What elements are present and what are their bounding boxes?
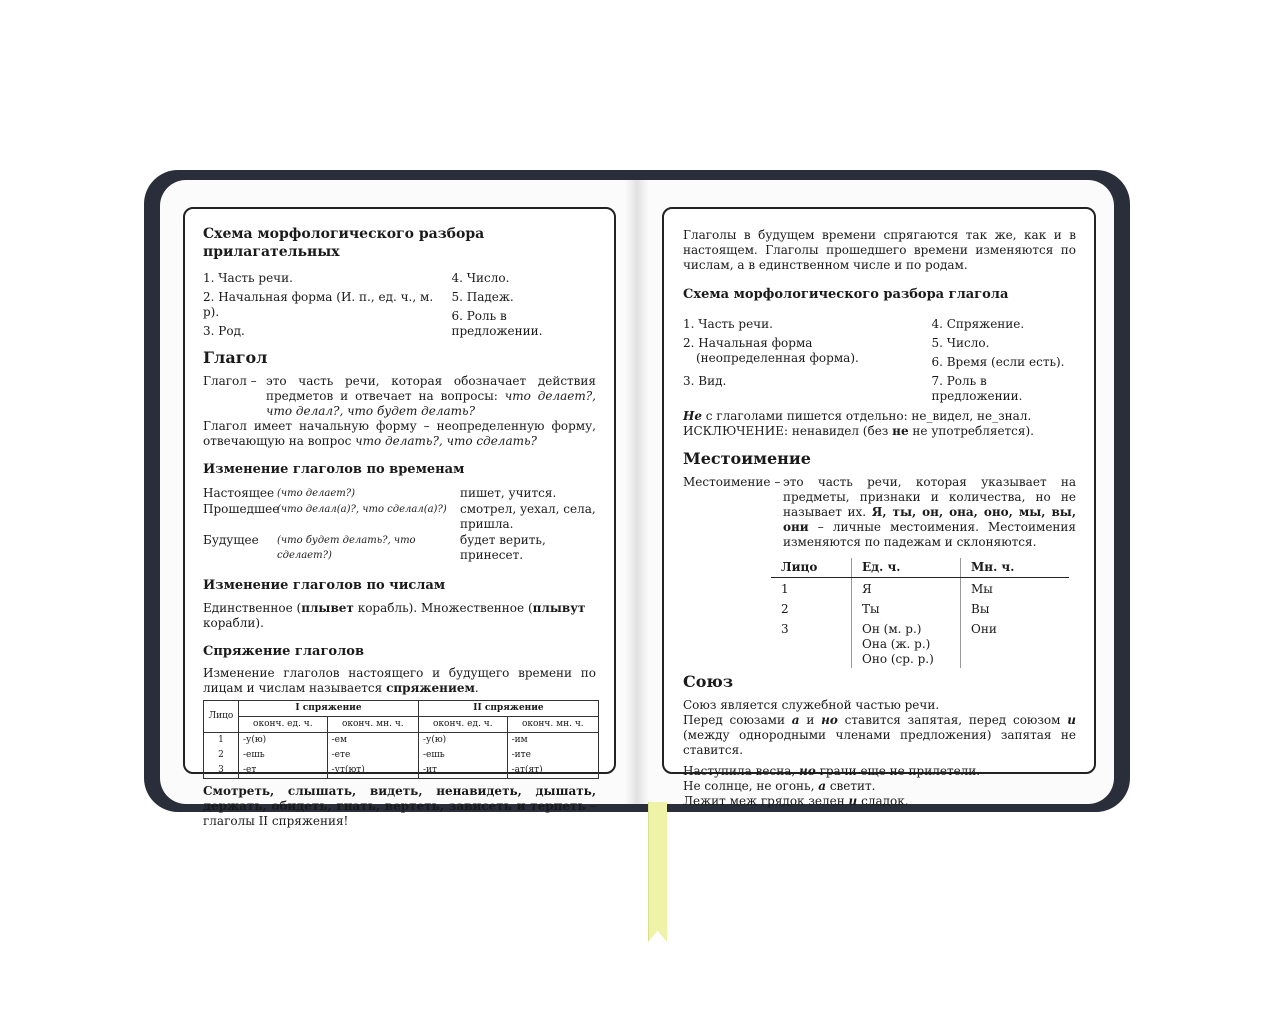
left-page [183, 207, 616, 828]
tense-row [203, 533, 596, 563]
scheme-item: 5. Падеж. [451, 290, 514, 304]
tense-question: (что будет делать?, что сделает?) [277, 535, 416, 561]
verb-initial-form-questions: что делать?, что сделать? [355, 434, 537, 448]
table-header: Ед. ч. [852, 558, 961, 578]
scheme-item: 1. Часть речи. [203, 271, 293, 285]
table-row: 3 Он (м. р.) Она (ж. р.) Оно (ср. р.) Они [771, 618, 1069, 668]
pronoun-definition: Местоимение – это часть речи, которая указывает на предметы, признаки и количества, но не называет их. Я, ты, он, она, оно, мы, вы, они – личные местоимения. Местоимения изменяются по падежам и склоняются. [683, 475, 1076, 549]
verb-scheme [683, 317, 1076, 404]
table-header: I спряжение [239, 701, 419, 717]
conjugation-exceptions: Смотреть, слышать, видеть, ненавидеть, дышать, держать, обидеть, гнать, вертеть, зависеть и терпеть – глаголы II спряжения! [203, 784, 596, 828]
pronoun-table [771, 558, 1069, 668]
verb-definition [203, 374, 596, 419]
scheme-item: 2. Начальная форма (И. п., ед. ч., м. р). [203, 290, 434, 319]
tense-example: пишет, учится. [460, 486, 557, 500]
scheme-item: 4. Спряжение. [931, 317, 1025, 331]
table-row: 2 Ты Вы [771, 598, 1069, 618]
table-header: II спряжение [418, 701, 598, 717]
ne-rule: Не с глаголами пишется отдельно: не_видел, не_знал. [683, 409, 1032, 423]
union-example: Наступила весна, но грачи еще не прилетели. [683, 764, 981, 778]
table-row: 2 -ешь -ете -ешь -ите [204, 748, 599, 763]
scheme-item: 6. Роль в предложении. [451, 309, 543, 338]
union-rule: Перед союзами а и но ставится запятая, перед союзом и (между однородными членами предложения) запятая не ставится. [683, 713, 1076, 757]
table-subheader: оконч. мн. ч. [327, 717, 418, 733]
tense-question: (что делал(а)?, что сделал(а)?) [277, 504, 447, 515]
scheme-item: 3. Род. [203, 324, 245, 338]
tense-example: будет верить, принесет. [460, 533, 546, 562]
union-example: Лежит меж грядок зелен и сладок. [683, 794, 909, 808]
tense-question: (что делает?) [277, 488, 356, 499]
number-text: Единственное (плывет корабль). Множественное (плывут корабли). [203, 601, 586, 630]
scheme-item: 6. Время (если есть). [931, 355, 1065, 369]
scheme-item: 2. Начальная форма [683, 336, 813, 350]
table-subheader: оконч. мн. ч. [507, 717, 598, 733]
future-tense-intro: Глаголы в будущем времени спрягаются так же, как и в настоящем. Глаголы прошедшего времени изменяются по числам, а в единственном числе и по родам. [683, 228, 1076, 272]
table-row: 1 Я Мы [771, 578, 1069, 599]
table-row: 1 -у(ю) -ем -у(ю) -им [204, 733, 599, 749]
scheme-item: 1. Часть речи. [683, 317, 773, 331]
union-definition: Союз является служебной частью речи. [683, 698, 940, 712]
adjective-scheme [203, 271, 596, 339]
tense-example: смотрел, уехал, села, пришла. [460, 502, 596, 531]
scheme-item: 7. Роль в предложении. [931, 374, 1023, 403]
tense-heading: Изменение глаголов по временам [203, 462, 465, 477]
tense-name: Будущее [203, 533, 259, 547]
tense-list [203, 486, 596, 563]
bookmark-ribbon [648, 802, 667, 942]
scheme-item: (неопределенная форма). [696, 351, 859, 365]
pronoun-term: Местоимение – [683, 475, 781, 489]
tense-row [203, 486, 596, 501]
conjugation-table [203, 700, 599, 779]
ne-exception: ИСКЛЮЧЕНИЕ: ненавидел (без не не употребляется). [683, 424, 1034, 438]
verb-def-questions: что делает?, что делал?, что будет делать? [266, 389, 596, 418]
table-header: Лицо [204, 701, 239, 733]
verb-def-text: это часть речи, которая обозначает действия предметов и отвечает на вопросы: [266, 374, 596, 403]
union-example: Не солнце, не огонь, а светит. [683, 779, 876, 793]
verb-initial-form-text: Глагол имеет начальную форму – неопределенную форму, отвечающую на вопрос [203, 419, 596, 448]
verb-heading: Глагол [203, 348, 268, 367]
verb-initial-form [203, 419, 596, 449]
table-header: Лицо [771, 558, 852, 578]
adjective-scheme-title: Схема морфологического разбора прилагательных [203, 226, 485, 260]
conjugation-text: Изменение глаголов настоящего и будущего времени по лицам и числам называется спряжением. [203, 666, 596, 695]
union-heading: Союз [683, 672, 734, 691]
scheme-item: 4. Число. [451, 271, 510, 285]
pronoun-heading: Местоимение [683, 449, 811, 468]
number-heading: Изменение глаголов по числам [203, 578, 446, 593]
table-subheader: оконч. ед. ч. [418, 717, 507, 733]
verb-scheme-title: Схема морфологического разбора глагола [683, 287, 1009, 302]
conjugation-heading: Спряжение глаголов [203, 644, 364, 659]
scheme-item: 5. Число. [931, 336, 990, 350]
scheme-item: 3. Вид. [683, 374, 727, 388]
right-page [662, 207, 1096, 808]
tense-name: Прошедшее [203, 502, 280, 516]
verb-term: Глагол – [203, 374, 257, 388]
tense-name: Настоящее [203, 486, 275, 500]
table-subheader: оконч. ед. ч. [239, 717, 328, 733]
table-header: Мн. ч. [961, 558, 1070, 578]
table-row: 3 -ет -ут(ют) -ит -ат(ят) [204, 763, 599, 779]
tense-row [203, 502, 596, 532]
